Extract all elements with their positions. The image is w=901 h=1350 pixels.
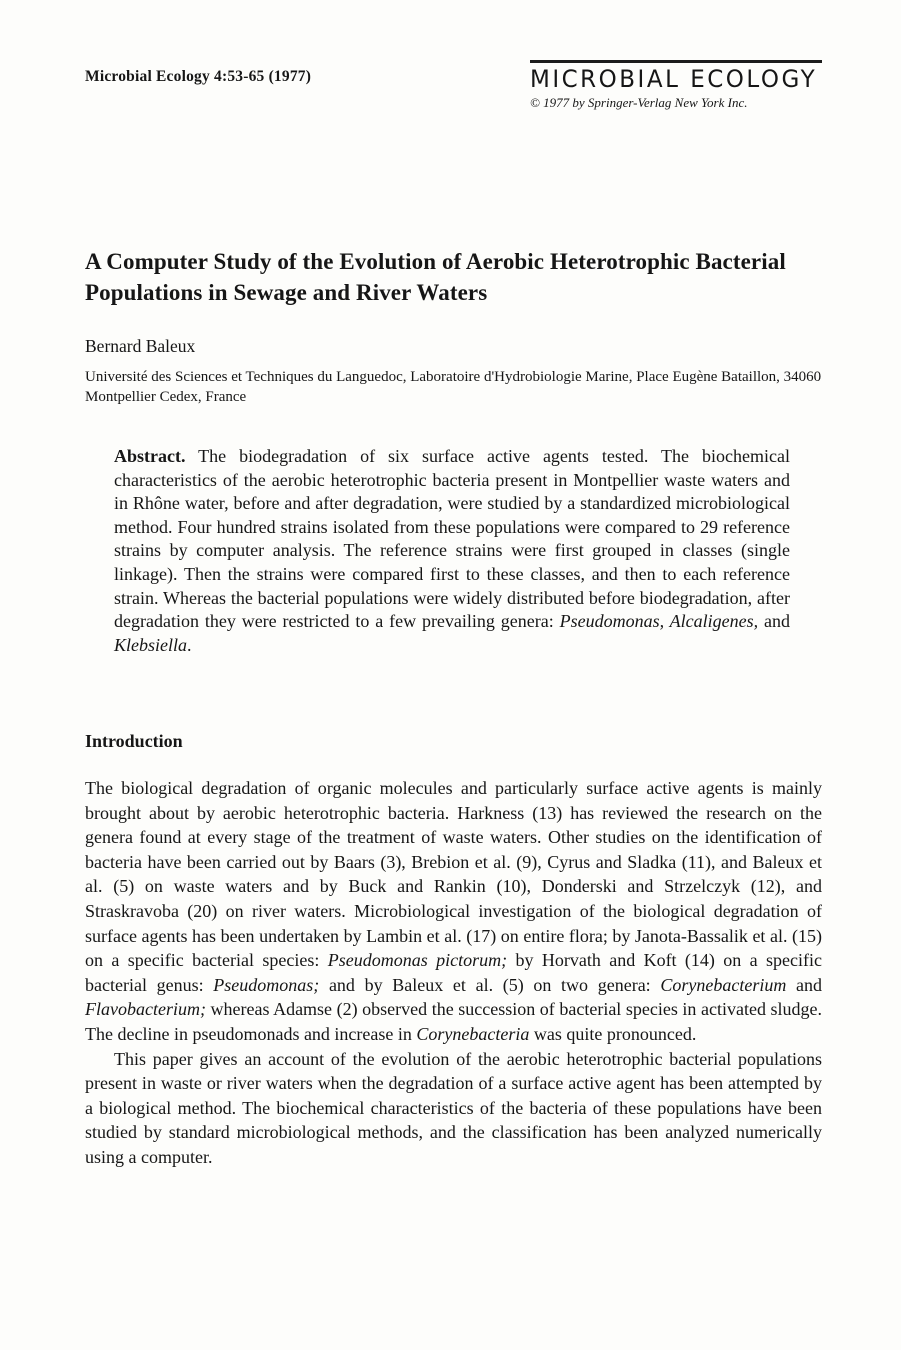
logo-rule-divider: [530, 60, 822, 63]
author-name: Bernard Baleux: [85, 336, 196, 356]
text-run: This paper gives an account of the evolution of the aerobic heterotrophic bacterial populations present in waste or river waters when the degradation of a surface active agent has been attempted by a biological method. The biochemical characteristics of the bacteria of these populations have been studied by standard microbiological methods, and the classification has been analyzed numerically using a computer.: [85, 1048, 822, 1167]
abstract-block: [114, 445, 790, 657]
text-run: The biodegradation of six surface active agents tested. The biochemical characteristics of the aerobic heterotrophic bacteria present in Montpellier waste waters and in Rhône water, before and after degradation, were studied by a standardized microbiological method. Four hundred strains isolated from these populations were compared to 29 reference strains by computer analysis. The reference strains were first grouped in classes (single linkage). Then the strains were compared first to these classes, and then to each reference strain. Whereas the bacterial populations were widely distributed before biodegradation, after degradation they were restricted to a few prevailing genera:: [114, 446, 790, 632]
text-run: whereas Adamse (2) observed the succession of bacterial species in activated sludge. The decline in pseudomonads and increase in: [85, 999, 822, 1044]
article-title: A Computer Study of the Evolution of Aerobic Heterotrophic Bacterial Populations in Sewage and River Waters: [85, 249, 786, 305]
text-run: .: [187, 634, 192, 655]
italic-text-run: Klebsiella: [114, 634, 187, 655]
text-run: was quite pronounced.: [529, 1023, 697, 1044]
intro-paragraph-1: [85, 776, 822, 1047]
journal-logo-block: [530, 60, 822, 111]
abstract-text: [114, 446, 790, 655]
journal-citation: Microbial Ecology 4:53-65 (1977): [85, 68, 312, 85]
intro-paragraph-2: [85, 1047, 822, 1170]
section-heading-introduction: Introduction: [85, 731, 183, 751]
italic-text-run: Corynebacterium: [660, 974, 787, 995]
abstract-label: Abstract.: [114, 446, 186, 466]
page-header: [85, 60, 822, 111]
italic-text-run: Pseudomonas;: [213, 974, 320, 995]
journal-logo: MICROBIAL ECOLOGY: [530, 66, 818, 94]
text-run: and by Baleux et al. (5) on two genera:: [319, 974, 661, 995]
italic-text-run: Corynebacteria: [416, 1023, 530, 1044]
italic-text-run: Pseudomonas, Alcaligenes,: [559, 611, 759, 632]
text-run: and: [758, 611, 790, 632]
text-run: by Horvath and Koft (14) on a specific bacterial genus:: [85, 950, 822, 995]
italic-text-run: Flavobacterium;: [85, 999, 206, 1020]
author-affiliation: Université des Sciences et Techniques du Languedoc, Laboratoire d'Hydrobiologie Marine, Place Eugène Bataillon, 34060 Montpellier Cedex, France: [85, 369, 822, 405]
introduction-section: [85, 731, 822, 1170]
italic-text-run: Pseudomonas pictorum;: [327, 950, 508, 971]
text-run: and: [786, 974, 822, 995]
text-run: The biological degradation of organic molecules and particularly surface active agents is mainly brought about by aerobic heterotrophic bacteria. Harkness (13) has reviewed the research on the genera found at every stage of the treatment of waste waters. Other studies on the identification of bacteria have been carried out by Baars (3), Brebion et al. (9), Cyrus and Sladka (11), and Baleux et al. (5) on waste waters and by Buck and Rankin (10), Donderski and Strzelczyk (12), and Straskravoba (20) on river waters. Microbiological investigation of the biological degradation of surface agents has been undertaken by Lambin et al. (17) on entire flora; by Janota-Bassalik et al. (15) on a specific bacterial species:: [85, 778, 822, 971]
copyright-line: © 1977 by Springer-Verlag New York Inc.: [530, 95, 748, 110]
